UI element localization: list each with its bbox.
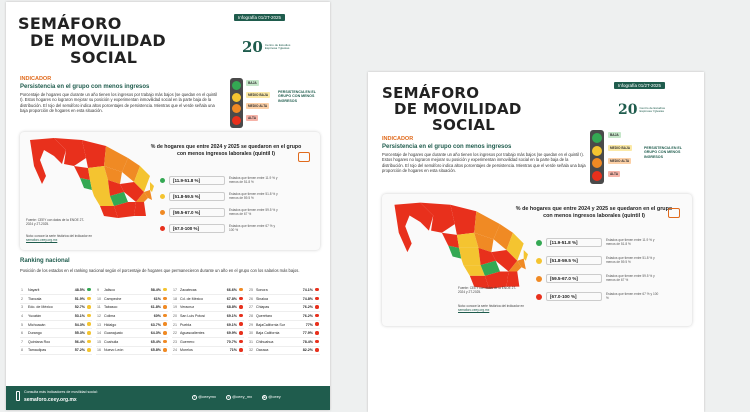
state-value: 82.2% bbox=[299, 346, 314, 355]
state-value: 64.3% bbox=[147, 329, 162, 338]
table-row bbox=[20, 295, 92, 304]
rank-number: 18 bbox=[172, 295, 179, 304]
map-card bbox=[382, 194, 692, 326]
legend-yellow-dot bbox=[536, 258, 542, 264]
status-dot bbox=[87, 314, 91, 318]
rank-number: 20 bbox=[172, 312, 179, 321]
indicator-body: Porcentaje de hogares que durante un año tienen los ingresos por trabajo más bajos (se quedan en el quintil I). Estos hogares no lograron mejorar su posición y experimentan inmovilidad social en la parte baja de la distribución. El rojo del semáforo indica altos porcentajes de persistencia. Mientras que el verde señala una baja proporción de hogares en esta situación. bbox=[382, 152, 586, 174]
table-row bbox=[248, 320, 320, 329]
table-row bbox=[248, 312, 320, 321]
footer-link[interactable]: semaforo.ceey.org.mx bbox=[24, 397, 77, 403]
status-dot bbox=[239, 305, 243, 309]
title-line-1: SEMÁFORO bbox=[18, 14, 122, 33]
state-name: Morelos bbox=[179, 346, 223, 355]
social-facebook[interactable] bbox=[192, 394, 216, 400]
state-value: 74.1% bbox=[299, 286, 314, 295]
state-value: 58.4% bbox=[147, 286, 162, 295]
legend-orange-dot bbox=[536, 276, 542, 282]
table-row bbox=[20, 303, 92, 312]
state-name: Oaxaca bbox=[255, 346, 299, 355]
table-row bbox=[248, 303, 320, 312]
title-line-2: DE MOVILIDAD bbox=[30, 30, 166, 50]
chart-note-text: Nota: conoce la serie histórica del indicador en bbox=[26, 234, 93, 238]
chart-source: Fuente: CEEY con datos de la ENOE 2T-2024 y 2T-2025. bbox=[26, 218, 85, 227]
yellow-light bbox=[592, 146, 602, 156]
map-sinaloa bbox=[442, 233, 459, 248]
state-value: 53.1% bbox=[71, 312, 86, 321]
state-value: 61% bbox=[147, 295, 162, 304]
map-jalisco bbox=[90, 180, 110, 196]
state-name: Baja California bbox=[255, 329, 299, 338]
status-dot bbox=[163, 297, 167, 301]
rank-number: 12 bbox=[96, 312, 103, 321]
rank-number: 13 bbox=[96, 320, 103, 329]
mexico-map bbox=[388, 200, 528, 300]
ranking-column bbox=[172, 286, 244, 355]
footer bbox=[6, 386, 330, 410]
rank-number: 21 bbox=[172, 320, 179, 329]
rank-number: 31 bbox=[248, 338, 255, 347]
table-row bbox=[20, 286, 92, 295]
rank-number: 15 bbox=[96, 338, 103, 347]
state-value: 67.8% bbox=[223, 295, 238, 304]
ranking-column bbox=[248, 286, 320, 355]
state-name: Puebla bbox=[179, 320, 223, 329]
map-yucatan bbox=[524, 250, 528, 261]
status-dot bbox=[163, 314, 167, 318]
light-label-medio-baja: MEDIO BAJA bbox=[610, 146, 631, 150]
legend-desc: Estados que tienen entre 67 % y 100 % bbox=[606, 291, 659, 300]
legend-red-dot bbox=[160, 226, 165, 231]
traffic-light-icon bbox=[590, 130, 604, 184]
social-links bbox=[192, 394, 281, 400]
legend-row-1 bbox=[536, 238, 660, 247]
legend-desc: Estados que tienen entre 11.9 % y menos de 51.8 % bbox=[606, 237, 655, 246]
state-value: 69.9% bbox=[223, 329, 238, 338]
status-dot bbox=[239, 314, 243, 318]
state-value: 63.7% bbox=[147, 320, 162, 329]
rank-number: 17 bbox=[172, 286, 179, 295]
legend-red-dot bbox=[536, 294, 542, 300]
table-row bbox=[172, 295, 244, 304]
state-name: BajaCalifornia Sur bbox=[255, 320, 299, 329]
table-row bbox=[248, 286, 320, 295]
light-label-baja: BAJA bbox=[248, 81, 257, 85]
rank-number: 3 bbox=[20, 303, 27, 312]
rank-number: 2 bbox=[20, 295, 27, 304]
logo-text: Centro de Estudios Espinosa Yglesias bbox=[264, 42, 291, 50]
state-name: Sonora bbox=[255, 286, 299, 295]
status-dot bbox=[239, 340, 243, 344]
table-row bbox=[172, 312, 244, 321]
indicator-subtitle: Persistencia en el grupo con menos ingresos bbox=[382, 144, 512, 150]
status-dot bbox=[163, 348, 167, 352]
state-value: 77.9% bbox=[299, 329, 314, 338]
state-value: 76.2% bbox=[299, 303, 314, 312]
map-chihuahua bbox=[450, 205, 476, 235]
legend-range: [11.9-51.8 %] bbox=[546, 238, 602, 247]
light-label-medio-baja: MEDIO BAJA bbox=[248, 93, 269, 97]
map-card bbox=[20, 132, 320, 250]
chart-source: Fuente: CEEY con datos de la ENOE 2T-2024 y 2T-2025. bbox=[458, 286, 517, 295]
status-dot bbox=[163, 288, 167, 292]
light-label-alta: ALTA bbox=[248, 116, 257, 120]
state-name: Tamaulipas bbox=[27, 346, 71, 355]
rank-number: 22 bbox=[172, 329, 179, 338]
rank-number: 8 bbox=[20, 346, 27, 355]
legend-row-4 bbox=[160, 224, 281, 233]
legend-desc: Estados que tienen entre 59.5 % y menos de 67 % bbox=[229, 207, 278, 216]
state-name: Hidalgo bbox=[103, 320, 147, 329]
rank-number: 24 bbox=[172, 346, 179, 355]
state-name: Tabasco bbox=[103, 303, 147, 312]
state-value: 55.3% bbox=[71, 329, 86, 338]
footer-text: Consulta más indicadores de movilidad social: bbox=[24, 390, 98, 394]
map-baja-california bbox=[30, 138, 66, 184]
legend-desc: Estados que tienen entre 11.9 % y menos de 51.8 % bbox=[229, 175, 278, 184]
logo-number: 20 bbox=[618, 102, 638, 118]
state-name: Nayarit bbox=[27, 286, 71, 295]
legend-desc: Estados que tienen entre 51.8 % y menos de 59.5 % bbox=[229, 191, 278, 200]
state-value: 56.4% bbox=[71, 338, 86, 347]
state-value: 54.3% bbox=[71, 320, 86, 329]
infographic-page-full bbox=[6, 2, 330, 410]
chart-note bbox=[26, 234, 116, 242]
state-value: 51.9% bbox=[71, 295, 86, 304]
orange-light bbox=[592, 158, 602, 168]
table-row bbox=[172, 329, 244, 338]
ranking-desc: Posición de los estados en el ranking nacional según el porcentaje de hogares que permanecieron durante un año en el grupo con los salarios más bajos. bbox=[20, 268, 300, 273]
legend-row-3 bbox=[160, 208, 281, 217]
rank-number: 10 bbox=[96, 295, 103, 304]
indicator-label: INDICADOR bbox=[20, 76, 52, 82]
hand-money-icon bbox=[668, 208, 680, 218]
rank-number: 29 bbox=[248, 320, 255, 329]
table-row bbox=[172, 320, 244, 329]
status-dot bbox=[87, 305, 91, 309]
state-name: Guanajuato bbox=[103, 329, 147, 338]
infographic-tag: Infografía 01/2T-2025 bbox=[614, 82, 665, 89]
chart-note bbox=[458, 304, 534, 312]
ceey-logo bbox=[618, 102, 673, 118]
rank-number: 26 bbox=[248, 295, 255, 304]
yellow-light bbox=[232, 93, 241, 102]
state-name: Chihuahua bbox=[255, 338, 299, 347]
state-value: 78.4% bbox=[299, 338, 314, 347]
legend-row-1 bbox=[160, 176, 281, 185]
social-x-handle: @ceey_mx bbox=[232, 394, 253, 399]
status-dot bbox=[163, 331, 167, 335]
page-title bbox=[18, 16, 166, 66]
status-dot bbox=[163, 322, 167, 326]
state-name: Veracruz bbox=[179, 303, 223, 312]
status-dot bbox=[87, 331, 91, 335]
legend-yellow-dot bbox=[160, 194, 165, 199]
state-name: Yucatán bbox=[27, 312, 71, 321]
state-value: 65.4% bbox=[147, 338, 162, 347]
legend-range: [59.5-67.0 %] bbox=[169, 208, 225, 217]
rank-number: 5 bbox=[20, 320, 27, 329]
youtube-icon: ▶ bbox=[263, 395, 266, 399]
status-dot bbox=[315, 322, 319, 326]
status-dot bbox=[315, 340, 319, 344]
table-row bbox=[96, 320, 168, 329]
rank-number: 28 bbox=[248, 312, 255, 321]
state-value: 69.1% bbox=[223, 312, 238, 321]
table-row bbox=[248, 295, 320, 304]
legend-row-3 bbox=[536, 274, 660, 283]
state-name: Tlaxcala bbox=[27, 295, 71, 304]
status-dot bbox=[239, 331, 243, 335]
state-name: Coahuila bbox=[103, 338, 147, 347]
table-row bbox=[20, 338, 92, 347]
rank-number: 25 bbox=[248, 286, 255, 295]
state-name: Campeche bbox=[103, 295, 147, 304]
state-value: 74.8% bbox=[299, 295, 314, 304]
state-name: Querétaro bbox=[255, 312, 299, 321]
ranking-table bbox=[20, 286, 320, 355]
map-chiapas bbox=[506, 272, 519, 287]
state-value: 60% bbox=[147, 312, 162, 321]
title-line-1: SEMÁFORO bbox=[382, 84, 480, 102]
state-value: 68.8% bbox=[223, 303, 238, 312]
state-name: Durango bbox=[27, 329, 71, 338]
chart-note-text: Nota: conoce la serie histórica del indicador en bbox=[458, 304, 525, 308]
social-facebook-handle: @ceeymx bbox=[198, 394, 216, 399]
traffic-light-caption: PERSISTENCIA EN EL GRUPO CON MENOS INGRESOS bbox=[278, 90, 316, 103]
indicator-subtitle: Persistencia en el grupo con menos ingresos bbox=[20, 84, 150, 90]
legend-desc: Estados que tienen entre 67 % y 100 % bbox=[229, 223, 276, 232]
table-row bbox=[248, 346, 320, 355]
table-row bbox=[172, 303, 244, 312]
state-name: Nuevo León bbox=[103, 346, 147, 355]
ranking-column bbox=[20, 286, 92, 355]
status-dot bbox=[315, 288, 319, 292]
status-dot bbox=[163, 340, 167, 344]
traffic-light-icon bbox=[230, 78, 243, 128]
indicator-section bbox=[20, 76, 220, 114]
table-row bbox=[96, 329, 168, 338]
map-sinaloa bbox=[74, 166, 90, 180]
infographic-tag: Infografía 01/2T-2025 bbox=[234, 14, 285, 21]
status-dot bbox=[239, 288, 243, 292]
table-row bbox=[96, 303, 168, 312]
state-value: 65.8% bbox=[147, 346, 162, 355]
chart-note-link[interactable]: semaforo.ceey.org.mx bbox=[26, 238, 58, 243]
legend-range: [51.8-59.5 %] bbox=[546, 256, 602, 265]
indicator-label: INDICADOR bbox=[382, 136, 414, 142]
green-light bbox=[592, 133, 602, 143]
infographic-page-zoom bbox=[368, 72, 704, 412]
table-row bbox=[20, 329, 92, 338]
ranking-title: Ranking nacional bbox=[20, 258, 70, 264]
status-dot bbox=[239, 322, 243, 326]
rank-number: 23 bbox=[172, 338, 179, 347]
legend-range: [51.8-59.5 %] bbox=[169, 192, 225, 201]
hand-money-icon bbox=[298, 152, 310, 162]
state-name: Jalisco bbox=[103, 286, 147, 295]
state-name: Chiapas bbox=[255, 303, 299, 312]
state-name: Aguascalientes bbox=[179, 329, 223, 338]
rank-number: 4 bbox=[20, 312, 27, 321]
table-row bbox=[172, 286, 244, 295]
status-dot bbox=[315, 348, 319, 352]
status-dot bbox=[315, 314, 319, 318]
mexico-map bbox=[24, 136, 154, 228]
orange-light bbox=[232, 104, 241, 113]
table-row bbox=[172, 346, 244, 355]
state-value: 57.2% bbox=[71, 346, 86, 355]
state-value: 70.7% bbox=[223, 338, 238, 347]
x-icon: x bbox=[227, 395, 230, 399]
state-name: Cd. de México bbox=[179, 295, 223, 304]
green-light bbox=[232, 81, 241, 90]
state-value: 76.2% bbox=[299, 312, 314, 321]
social-x[interactable] bbox=[226, 394, 252, 400]
rank-number: 16 bbox=[96, 346, 103, 355]
table-row bbox=[20, 346, 92, 355]
state-name: Guerrero bbox=[179, 338, 223, 347]
light-label-baja: BAJA bbox=[610, 133, 619, 137]
rank-number: 30 bbox=[248, 329, 255, 338]
status-dot bbox=[87, 348, 91, 352]
legend-green-dot bbox=[536, 240, 542, 246]
page-title-zoom bbox=[382, 86, 522, 133]
state-name: Sinaloa bbox=[255, 295, 299, 304]
table-row bbox=[172, 338, 244, 347]
table-row bbox=[96, 286, 168, 295]
table-row bbox=[96, 338, 168, 347]
legend-range: [67.0-100 %] bbox=[546, 292, 602, 301]
traffic-light-caption: PERSISTENCIA EN EL GRUPO CON MENOS INGRESOS bbox=[644, 146, 682, 159]
status-dot bbox=[239, 348, 243, 352]
table-row bbox=[248, 329, 320, 338]
map-yucatan bbox=[150, 182, 154, 192]
status-dot bbox=[87, 297, 91, 301]
map-chihuahua bbox=[82, 140, 106, 168]
status-dot bbox=[87, 322, 91, 326]
rank-number: 7 bbox=[20, 338, 27, 347]
status-dot bbox=[163, 305, 167, 309]
chart-note-link[interactable]: semaforo.ceey.org.mx bbox=[458, 308, 490, 313]
red-light bbox=[592, 171, 602, 181]
status-dot bbox=[315, 331, 319, 335]
light-label-medio-alta: MEDIO ALTA bbox=[610, 159, 630, 163]
status-dot bbox=[87, 340, 91, 344]
state-value: 69.1% bbox=[223, 320, 238, 329]
logo-number: 20 bbox=[242, 38, 263, 56]
facebook-icon: f bbox=[192, 395, 197, 400]
state-value: 52.7% bbox=[71, 303, 86, 312]
state-name: Quintana Roo bbox=[27, 338, 71, 347]
legend-range: [11.9-51.8 %] bbox=[169, 176, 225, 185]
title-line-3: SOCIAL bbox=[432, 115, 496, 134]
status-dot bbox=[239, 297, 243, 301]
legend-desc: Estados que tienen entre 59.5 % y menos de 67 % bbox=[606, 273, 655, 282]
legend-orange-dot bbox=[160, 210, 165, 215]
rank-number: 32 bbox=[248, 346, 255, 355]
state-name: Edo. de México bbox=[27, 303, 71, 312]
legend-desc: Estados que tienen entre 51.8 % y menos de 59.5 % bbox=[606, 255, 655, 264]
rank-number: 19 bbox=[172, 303, 179, 312]
rank-number: 9 bbox=[96, 286, 103, 295]
chart-title: % de hogares que entre 2024 y 2025 se quedaron en el grupo con menos ingresos laborales (quintil I) bbox=[515, 206, 673, 219]
table-row bbox=[20, 312, 92, 321]
rank-number: 6 bbox=[20, 329, 27, 338]
ceey-logo bbox=[242, 38, 299, 56]
state-value: 66.6% bbox=[223, 286, 238, 295]
status-dot bbox=[315, 297, 319, 301]
state-name: San Luis Potosí bbox=[179, 312, 223, 321]
light-label-medio-alta: MEDIO ALTA bbox=[248, 104, 268, 108]
map-baja-california bbox=[394, 203, 433, 253]
red-light bbox=[232, 116, 241, 125]
chart-title: % de hogares que entre 2024 y 2025 se quedaron en el grupo con menos ingresos laborales (quintil I) bbox=[150, 144, 302, 157]
legend-range: [59.5-67.0 %] bbox=[546, 274, 602, 283]
rank-number: 14 bbox=[96, 329, 103, 338]
state-value: 48.5% bbox=[71, 286, 86, 295]
rank-number: 1 bbox=[20, 286, 27, 295]
indicator-body: Porcentaje de hogares que durante un año tienen los ingresos por trabajo más bajos (se quedan en el quintil I). Estos hogares no lograron mejorar su posición y experimentan inmovilidad social en la parte baja de la distribución. El rojo del semáforo indica altos porcentajes de persistencia. Mientras que el verde señala una baja proporción de hogares en esta situación. bbox=[20, 92, 218, 114]
state-value: 71% bbox=[223, 346, 238, 355]
rank-number: 27 bbox=[248, 303, 255, 312]
status-dot bbox=[87, 288, 91, 292]
state-value: 61.8% bbox=[147, 303, 162, 312]
legend-row-2 bbox=[160, 192, 281, 201]
state-name: Colima bbox=[103, 312, 147, 321]
legend-green-dot bbox=[160, 178, 165, 183]
title-line-2: DE MOVILIDAD bbox=[394, 99, 522, 118]
table-row bbox=[20, 320, 92, 329]
title-line-3: SOCIAL bbox=[70, 47, 138, 67]
phone-icon bbox=[16, 391, 20, 401]
legend-row-2 bbox=[536, 256, 660, 265]
logo-text: Centro de Estudios Espinosa Yglesias bbox=[639, 105, 665, 113]
rank-number: 11 bbox=[96, 303, 103, 312]
table-row bbox=[96, 346, 168, 355]
state-value: 77% bbox=[299, 320, 314, 329]
indicator-section bbox=[382, 136, 587, 174]
legend-row-4 bbox=[536, 292, 660, 301]
ranking-column bbox=[96, 286, 168, 355]
status-dot bbox=[315, 305, 319, 309]
map-jalisco bbox=[459, 248, 481, 265]
light-label-alta: ALTA bbox=[610, 172, 619, 176]
state-name: Zacatecas bbox=[179, 286, 223, 295]
state-name: Michoacán bbox=[27, 320, 71, 329]
table-row bbox=[96, 295, 168, 304]
social-youtube-handle: @ceey bbox=[268, 394, 281, 399]
social-youtube[interactable] bbox=[262, 394, 281, 400]
table-row bbox=[96, 312, 168, 321]
table-row bbox=[248, 338, 320, 347]
legend-range: [67.0-100 %] bbox=[169, 224, 225, 233]
map-chiapas bbox=[134, 202, 146, 216]
